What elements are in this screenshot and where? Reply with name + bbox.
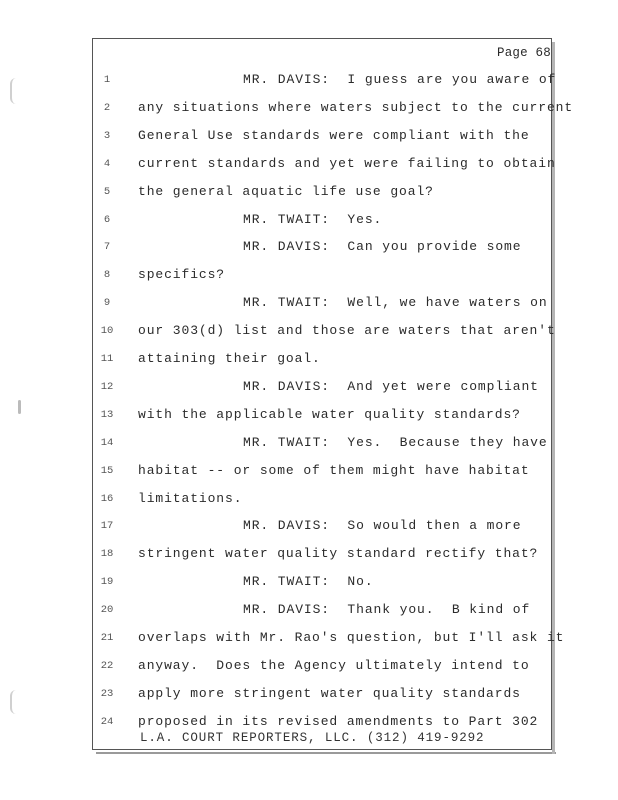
- line-number: 19: [100, 576, 114, 589]
- frame-bottom-shadow: [96, 752, 556, 754]
- line-number: 1: [103, 74, 111, 86]
- transcript-line-text: proposed in its revised amendments to Part 302: [138, 713, 539, 729]
- line-number: 5: [103, 185, 111, 198]
- court-reporter-footer: L.A. COURT REPORTERS, LLC. (312) 419-9292: [140, 731, 485, 745]
- transcript-line-text: MR. DAVIS: Can you provide some: [243, 239, 522, 255]
- line-number: 13: [100, 408, 114, 421]
- transcript-line-text: specifics?: [138, 267, 226, 283]
- line-number: 3: [103, 129, 111, 142]
- punch-hole-mark: [10, 78, 22, 104]
- transcript-line-text: MR. DAVIS: And yet were compliant: [243, 378, 539, 394]
- line-number: 16: [100, 492, 114, 505]
- line-number: 11: [100, 353, 114, 365]
- line-number: 2: [103, 101, 111, 114]
- transcript-line-text: attaining their goal.: [138, 351, 321, 366]
- transcript-line-text: with the applicable water quality standards?: [138, 406, 521, 422]
- page-number: Page 68: [497, 46, 551, 60]
- line-number: 14: [100, 436, 114, 449]
- line-number: 18: [100, 548, 114, 561]
- line-number: 8: [103, 269, 111, 282]
- transcript-line-text: General Use standards were compliant with the: [138, 127, 530, 143]
- line-number: 6: [103, 213, 111, 226]
- transcript-line-text: MR. TWAIT: Yes. Because they have: [243, 434, 548, 450]
- line-number: 4: [103, 157, 111, 170]
- line-number: 10: [100, 325, 114, 338]
- transcript-line-text: apply more stringent water quality standards: [138, 685, 521, 701]
- transcript-line-text: overlaps with Mr. Rao's question, but I'll ask it: [138, 630, 565, 645]
- transcript-line-text: our 303(d) list and those are waters that aren't: [138, 323, 556, 339]
- line-number: 20: [100, 604, 114, 617]
- line-number: 21: [100, 632, 114, 644]
- line-number: 23: [100, 687, 114, 700]
- transcript-line-text: MR. DAVIS: I guess are you aware of: [243, 72, 557, 87]
- line-number: 22: [100, 659, 114, 672]
- line-number: 17: [100, 520, 114, 533]
- punch-hole-mark: [10, 690, 22, 714]
- transcript-line-text: current standards and yet were failing to obtain: [138, 155, 556, 171]
- transcript-line-text: stringent water quality standard rectify that?: [138, 546, 539, 562]
- transcript-line-text: MR. DAVIS: Thank you. B kind of: [243, 602, 531, 618]
- transcript-line-text: anyway. Does the Agency ultimately intend to: [138, 657, 530, 673]
- line-number: 7: [103, 241, 111, 254]
- transcript-line-text: MR. TWAIT: No.: [243, 574, 374, 590]
- scan-speck: [18, 400, 21, 414]
- line-number: 15: [100, 464, 114, 477]
- transcript-line-text: MR. TWAIT: Well, we have waters on: [243, 295, 548, 311]
- transcript-line-text: limitations.: [138, 490, 243, 506]
- transcript-line-text: MR. DAVIS: So would then a more: [243, 518, 522, 534]
- line-number: 9: [103, 297, 111, 310]
- transcript-line-text: any situations where waters subject to the current: [138, 99, 574, 115]
- transcript-line-text: habitat -- or some of them might have habitat: [138, 462, 530, 478]
- line-number: 24: [100, 715, 114, 728]
- transcript-line-text: the general aquatic life use goal?: [138, 183, 434, 199]
- transcript-line-text: MR. TWAIT: Yes.: [243, 211, 383, 227]
- line-number: 12: [100, 380, 114, 393]
